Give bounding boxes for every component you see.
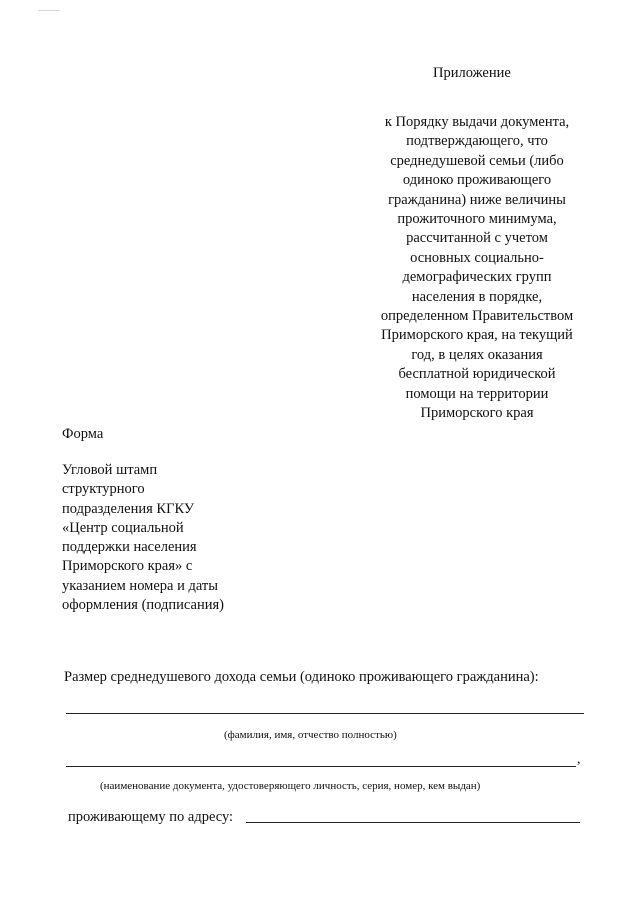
appendix-title: Приложение <box>433 65 511 81</box>
appendix-line: гражданина) ниже величины <box>388 191 566 208</box>
identity-document-field-line <box>66 766 576 767</box>
address-label: проживающему по адресу: <box>68 809 234 825</box>
full-name-field-line <box>66 713 584 714</box>
appendix-line: к Порядку выдачи документа, <box>384 114 570 130</box>
stamp-line: поддержки населения <box>62 539 197 556</box>
stamp-line: структурного <box>62 481 145 498</box>
appendix-line: подтверждающего, что <box>406 133 548 150</box>
appendix-line: год, в целях оказания <box>411 346 543 363</box>
identity-document-caption: (наименование документа, удостоверяющего личность, серия, номер, кем выдан) <box>100 780 481 792</box>
appendix-line: основных социально- <box>410 249 544 266</box>
appendix-line: населения в порядке, <box>411 288 543 305</box>
appendix-line: Приморского края, на текущий <box>381 327 573 344</box>
stamp-line: Приморского края» с <box>62 558 193 575</box>
full-name-caption: (фамилия, имя, отчество полностью) <box>224 729 397 741</box>
income-size-text: Размер среднедушевого дохода семьи (одиноко проживающего гражданина): <box>64 669 539 685</box>
appendix-description <box>364 113 590 424</box>
appendix-line: бесплатной юридической <box>398 366 556 383</box>
appendix-line: определенном Правительством <box>380 308 574 325</box>
trailing-comma: , <box>577 752 581 767</box>
appendix-line: рассчитанной с учетом <box>406 230 548 247</box>
appendix-line: Приморского края <box>420 405 534 422</box>
form-label: Форма <box>62 426 104 442</box>
appendix-line: среднедушевой семьи (либо <box>390 152 564 169</box>
appendix-line: прожиточного минимума, <box>397 211 557 228</box>
corner-stamp-block <box>62 461 282 615</box>
appendix-line: помощи на территории <box>405 385 549 402</box>
corner-mark <box>38 10 60 11</box>
stamp-line: подразделения КГКУ <box>62 500 195 517</box>
stamp-line: Угловой штамп <box>62 462 158 478</box>
address-field-line <box>246 822 580 823</box>
stamp-line: оформления (подписания) <box>62 597 224 614</box>
appendix-line: одиноко проживающего <box>402 172 552 189</box>
stamp-line: указанием номера и даты <box>62 577 218 594</box>
appendix-line: демографических групп <box>402 269 552 286</box>
stamp-line: «Центр социальной <box>62 519 184 536</box>
